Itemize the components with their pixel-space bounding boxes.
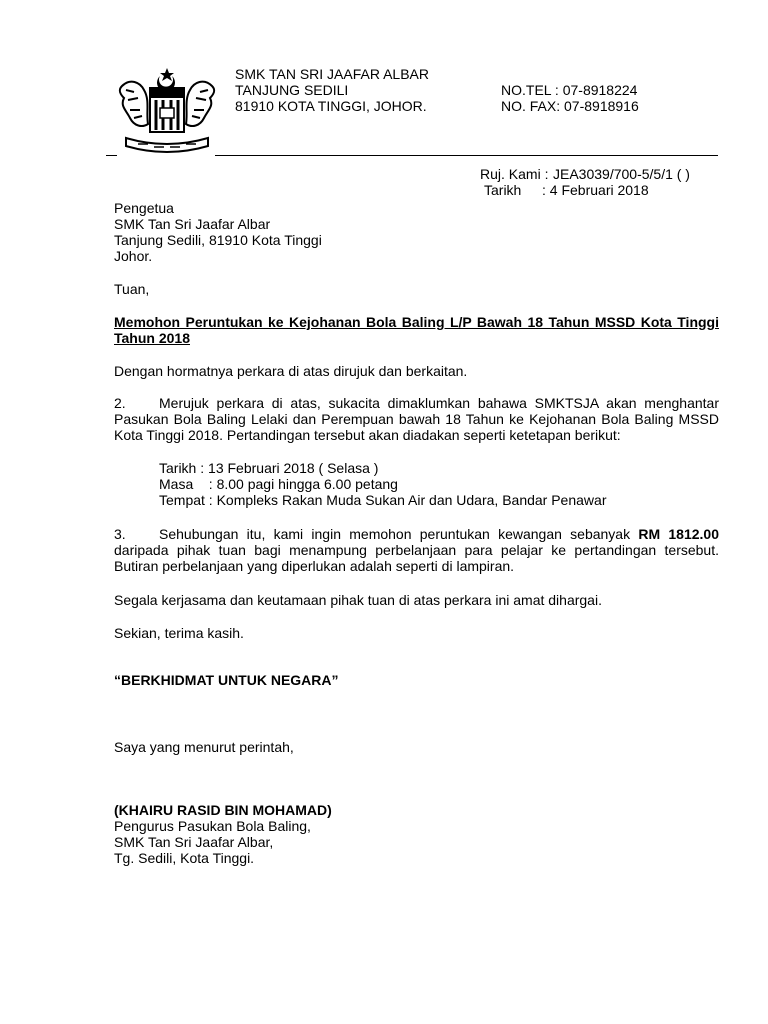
closing-paragraph: Segala kerjasama dan keutamaan pihak tuan di atas perkara ini amat dihargai. — [114, 592, 602, 608]
reference-value: JEA3039/700-5/5/1 ( ) — [553, 166, 690, 182]
coat-of-arms-logo — [116, 66, 218, 156]
detail-value: : Kompleks Rakan Muda Sukan Air dan Udara, Bandar Penawar — [204, 492, 607, 508]
event-venue-row — [159, 492, 606, 508]
signatory-name: (KHAIRU RASID BIN MOHAMAD) — [114, 802, 332, 818]
signatory-title: Pengurus Pasukan Bola Baling, — [114, 818, 311, 834]
detail-value: : 8.00 pagi hingga 6.00 petang — [193, 476, 398, 492]
paragraph-text: Sehubungan itu, kami ingin memohon peruntukan kewangan sebanyak — [159, 526, 639, 542]
school-name: SMK TAN SRI JAAFAR ALBAR — [235, 66, 429, 82]
recipient-line: Tanjung Sedili, 81910 Kota Tinggi — [114, 232, 322, 248]
reference-label: Ruj. Kami : — [480, 166, 549, 182]
signatory-school: SMK Tan Sri Jaafar Albar, — [114, 834, 274, 850]
requested-amount: RM 1812.00 — [638, 526, 719, 542]
recipient-line: Johor. — [114, 248, 153, 264]
fax-number: NO. FAX: 07-8918916 — [501, 98, 639, 114]
detail-label: Tarikh — [159, 460, 197, 476]
recipient-line: SMK Tan Sri Jaafar Albar — [114, 216, 271, 232]
event-time-row — [159, 476, 398, 492]
date-label: Tarikh — [484, 182, 522, 198]
detail-label: Tempat — [159, 492, 205, 508]
paragraph-number: 2. — [114, 395, 126, 411]
paragraph-text: Merujuk perkara di atas, sukacita dimaklumkan bahawa SMKTSJA akan menghantar Pasukan Bola Baling Lelaki dan Perempuan bawah 18 Tahun ke Kejohanan Bola Baling MSSD Kota Tinggi 2018. Pertandingan tersebut akan diadakan seperti ketetapan berikut: — [114, 395, 719, 443]
paragraph-2 — [114, 395, 719, 443]
paragraph-text: daripada pihak tuan bagi menampung perbelanjaan para pelajar ke pertandingan tersebut. Butiran perbelanjaan yang diperlukan adalah seperti di lampiran. — [114, 542, 719, 574]
signatory-place: Tg. Sedili, Kota Tinggi. — [114, 850, 255, 866]
paragraph-3 — [114, 526, 719, 574]
closing-thanks: Sekian, terima kasih. — [114, 625, 244, 641]
date-value: : 4 Februari 2018 — [542, 182, 649, 198]
intro-paragraph: Dengan hormatnya perkara di atas dirujuk dan berkaitan. — [114, 363, 468, 379]
school-town: TANJUNG SEDILI — [235, 82, 349, 98]
motto: “BERKHIDMAT UNTUK NEGARA” — [114, 672, 339, 688]
event-date-row — [159, 460, 378, 476]
header-divider-gap — [117, 154, 215, 157]
detail-value: : 13 Februari 2018 ( Selasa ) — [196, 460, 379, 476]
school-postcode: 81910 KOTA TINGGI, JOHOR. — [235, 98, 427, 114]
letter-subject: Memohon Peruntukan ke Kejohanan Bola Baling L/P Bawah 18 Tahun MSSD Kota Tinggi Tahun 2018 — [114, 314, 719, 346]
phone-number: NO.TEL : 07-8918224 — [501, 82, 638, 98]
detail-label: Masa — [159, 476, 194, 492]
recipient-line: Pengetua — [114, 200, 174, 216]
salutation: Tuan, — [114, 281, 150, 297]
paragraph-number: 3. — [114, 526, 126, 542]
signoff: Saya yang menurut perintah, — [114, 739, 294, 755]
